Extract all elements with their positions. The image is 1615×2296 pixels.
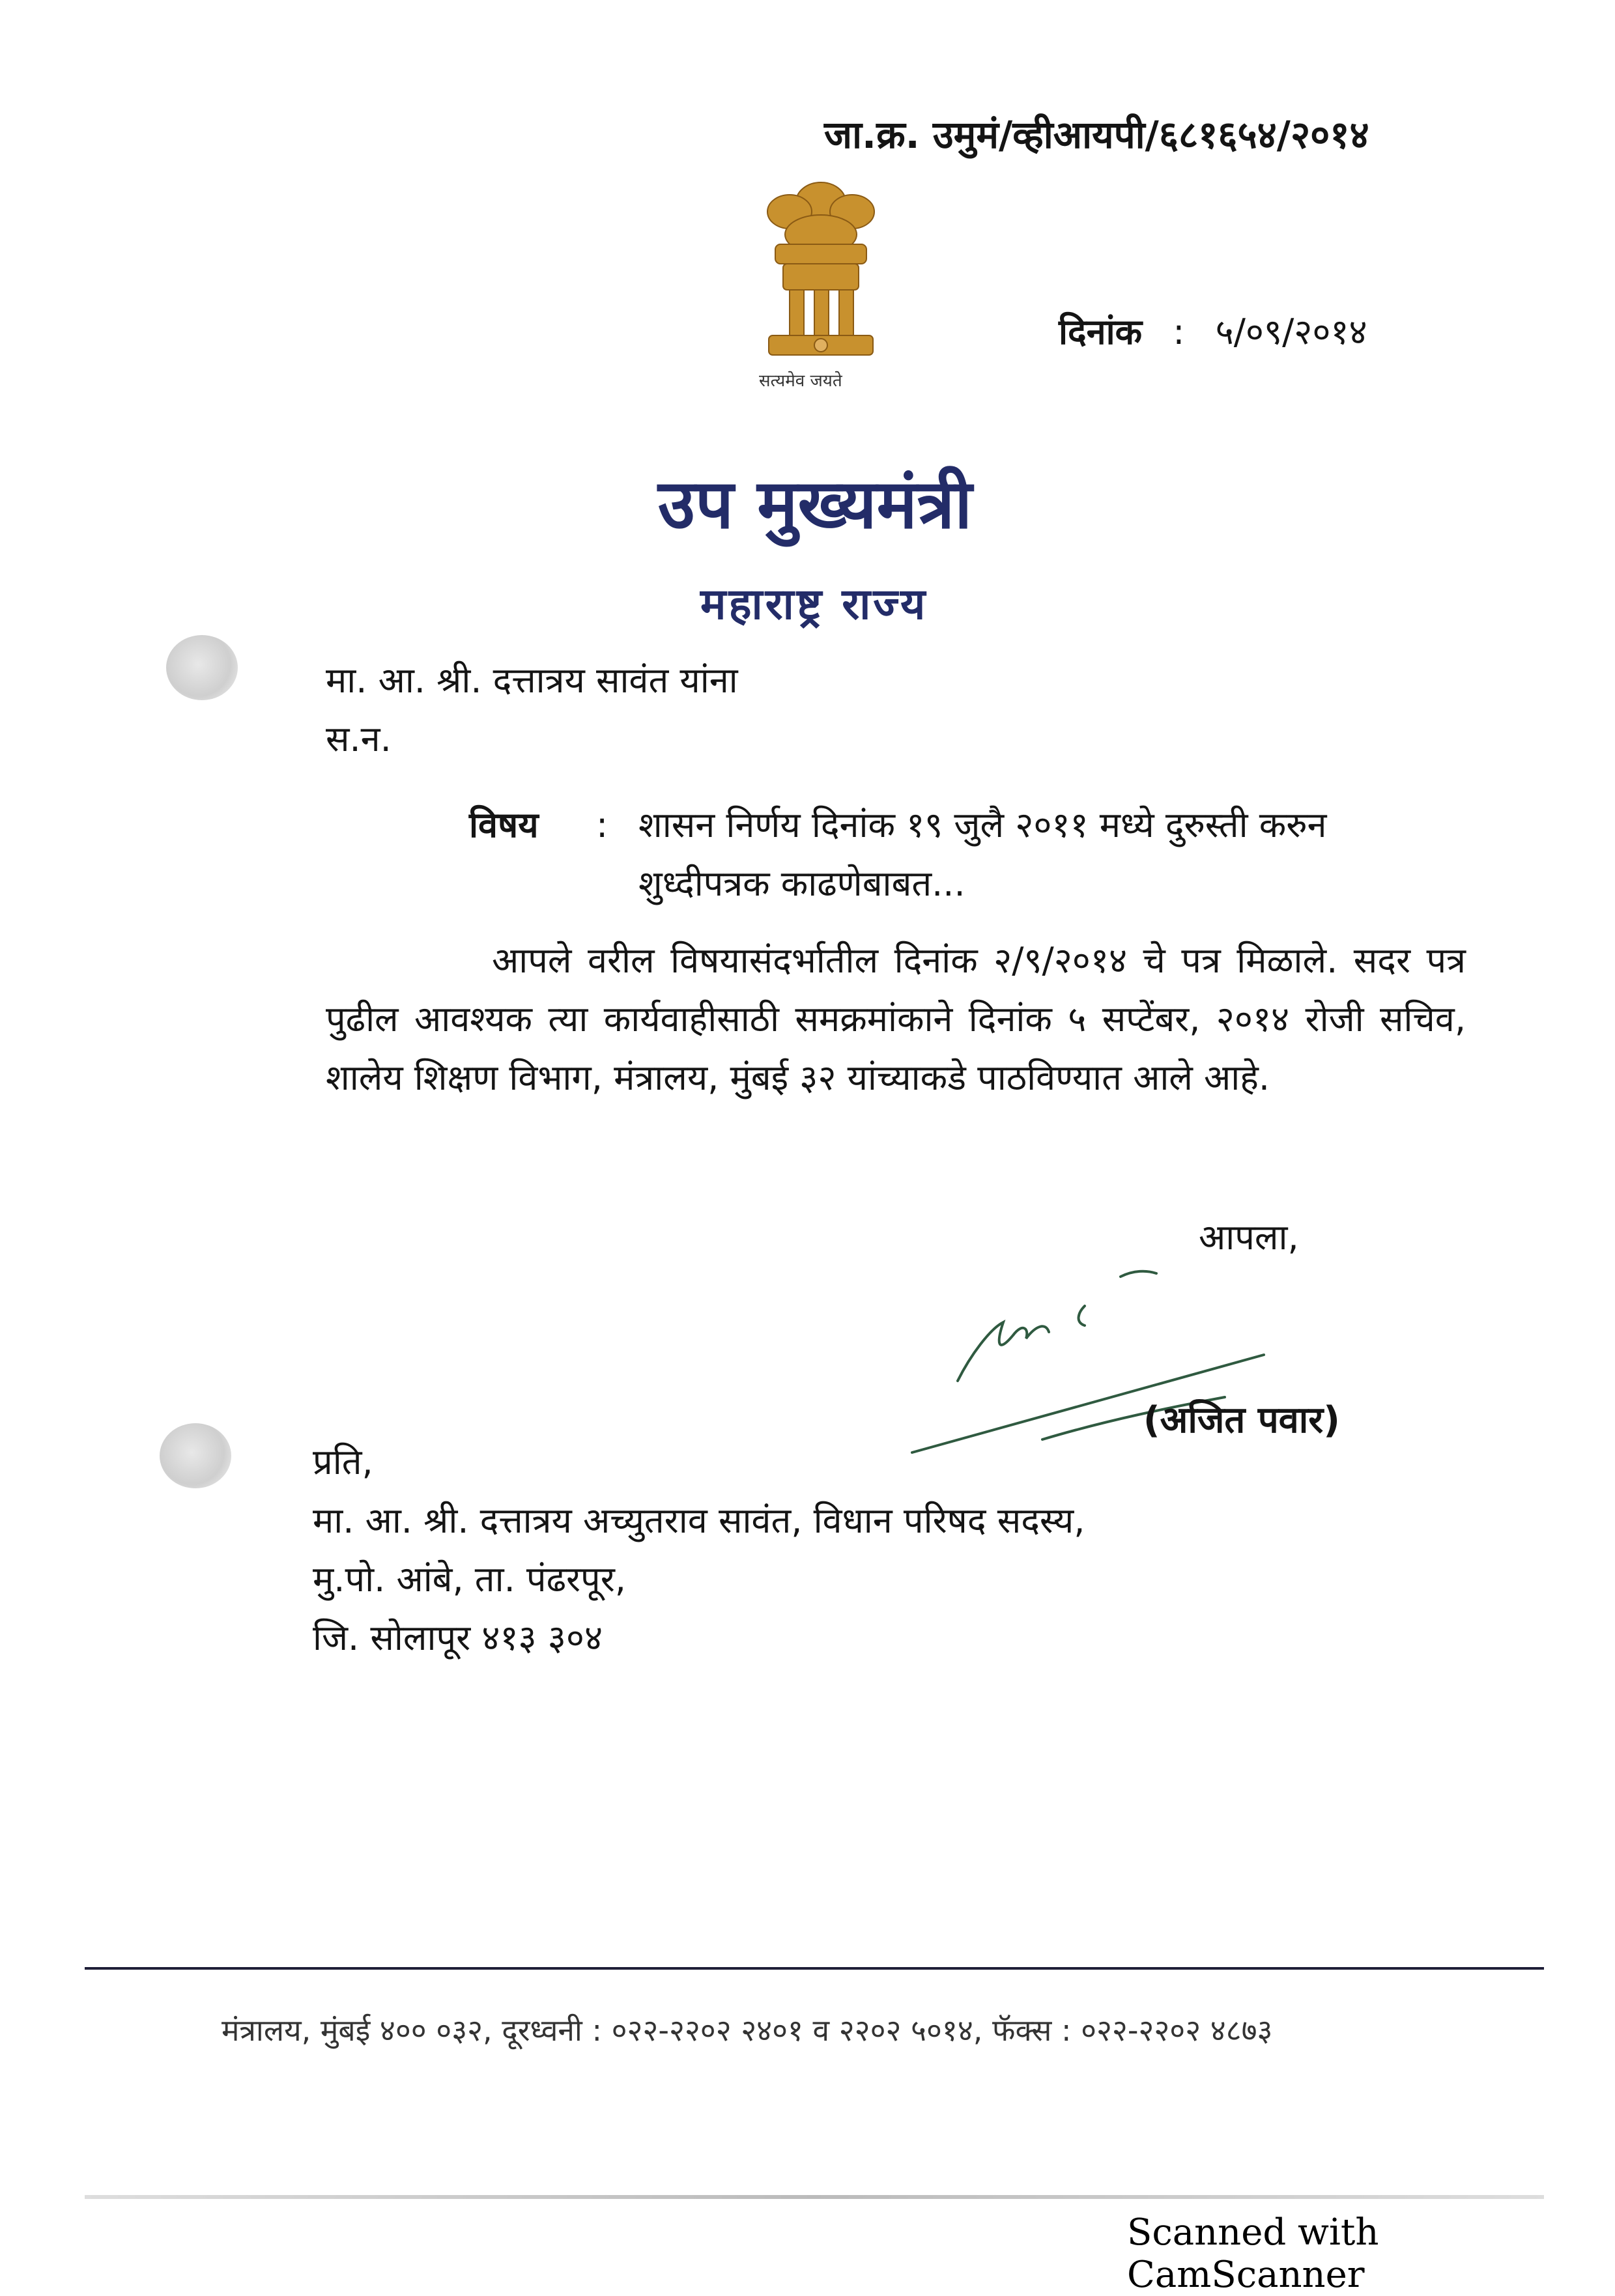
copy-address-line: मु.पो. आंबे, ता. पंढरपूर, — [313, 1559, 626, 1600]
scanner-watermark: Scanned with CamScanner — [1127, 2211, 1379, 2296]
subject-separator: : — [596, 804, 608, 845]
letter-body — [326, 931, 1466, 1107]
subject-text: शासन निर्णय दिनांक १९ जुलै २०११ मध्ये दुरुस्ती करुन शुध्दीपत्रक काढणेबाबत... — [638, 804, 1327, 904]
office-title: उप मुख्यमंत्री — [658, 464, 973, 544]
date-label: दिनांक — [1059, 311, 1143, 352]
subject-label: विषय — [469, 804, 539, 845]
closing: आपला, — [1199, 1217, 1299, 1258]
signer-name: (अजित पवार) — [1143, 1399, 1340, 1441]
recipient-line: मा. आ. श्री. दत्तात्रय सावंत यांना — [326, 660, 738, 701]
date-value: ५/०९/२०१४ — [1215, 311, 1367, 352]
copy-label: प्रति, — [313, 1441, 373, 1482]
copy-address-line: जि. सोलापूर ४१३ ३०४ — [313, 1617, 603, 1658]
subject-block — [469, 796, 1466, 904]
national-emblem — [749, 173, 893, 394]
office-subtitle: महाराष्ट्र राज्य — [700, 579, 928, 629]
punch-hole — [166, 635, 238, 700]
page-edge — [85, 2195, 1544, 2199]
emblem-motto: सत्यमेव जयते — [759, 371, 842, 391]
reference-number: जा.क्र. उमुमं/व्हीआयपी/६८१६५४/२०१४ — [824, 113, 1369, 157]
date-line — [1059, 306, 1367, 354]
punch-hole — [160, 1423, 231, 1488]
footer-contact: मंत्रालय, मुंबई ४०० ०३२, दूरध्वनी : ०२२-२२०२ २४०१ व २२०२ ५०१४, फॅक्स : ०२२-२२०२ ४८७३ — [222, 2013, 1273, 2048]
footer-divider — [85, 1967, 1544, 1970]
letter-body-text: आपले वरील विषयासंदर्भातील दिनांक २/९/२०१४ चे पत्र मिळाले. सदर पत्र पुढील आवश्यक त्या कार्यवाहीसाठी समक्रमांकाने दिनांक ५ सप्टेंबर, २०१४ रोजी सचिव, शालेय शिक्षण विभाग, मंत्रालय, मुंबई ३२ यांच्याकडे पाठविण्यात आले आहे. — [326, 940, 1466, 1098]
date-separator: : — [1173, 311, 1185, 352]
salutation: स.न. — [326, 718, 392, 759]
copy-address-line: मा. आ. श्री. दत्तात्रय अच्युतराव सावंत, विधान परिषद सदस्य, — [313, 1500, 1085, 1541]
